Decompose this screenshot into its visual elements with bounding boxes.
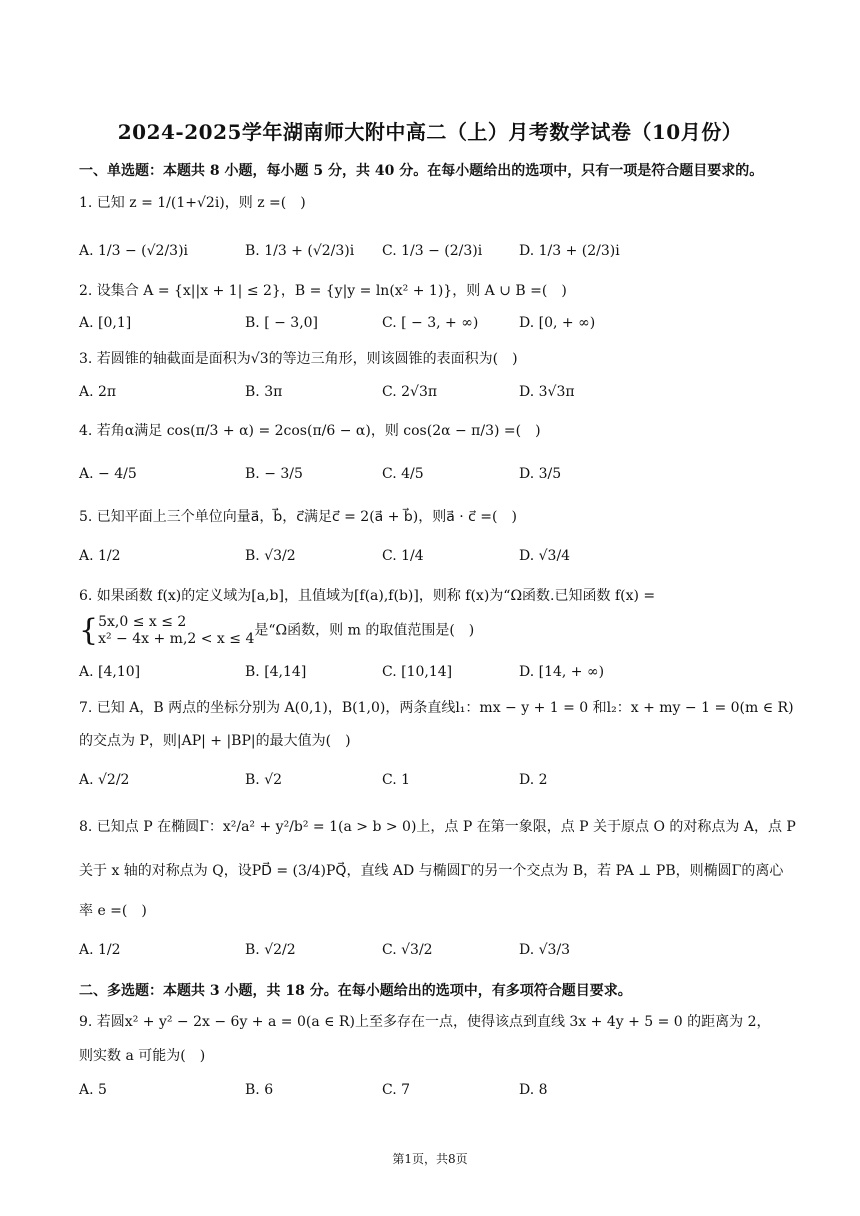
option-a: A. − 4/5 <box>79 466 137 482</box>
option-c: C. 1/4 <box>382 548 424 564</box>
option-c: C. √3/2 <box>382 942 433 958</box>
option-d: D. 3/5 <box>519 466 562 482</box>
piecewise-cases <box>98 614 254 648</box>
option-a: A. [0,1] <box>79 315 132 331</box>
option-a: A. √2/2 <box>79 772 130 788</box>
page-footer: 第1页，共8页 <box>392 1152 468 1166</box>
section-heading-multiple-choice: 二、多选题：本题共 3 小题，共 18 分。在每小题给出的选项中，有多项符合题目要求。 <box>79 983 632 999</box>
option-c: C. 1 <box>382 772 411 788</box>
option-d: D. 1/3 + (2/3)i <box>519 243 620 259</box>
page-title: 2024-2025学年湖南师大附中高二（上）月考数学试卷（10月份） <box>117 120 743 144</box>
option-d: D. [14, + ∞) <box>519 664 605 680</box>
option-a: A. 1/3 − (√2/3)i <box>79 243 189 259</box>
option-d: D. [0, + ∞) <box>519 315 596 331</box>
option-c: C. 4/5 <box>382 466 424 482</box>
question-1-options <box>79 243 779 267</box>
piece-2: x² − 4x + m,2 < x ≤ 4 <box>98 631 255 647</box>
question-9-options <box>79 1082 779 1106</box>
question-3-options <box>79 384 779 408</box>
option-a: A. 5 <box>79 1082 107 1098</box>
question-2-stem: 2. 设集合 A = {x||x + 1| ≤ 2}，B = {y|y = ln(x² + 1)}，则 A ∪ B =( ) <box>79 283 567 299</box>
question-9-stem-cont: 则实数 a 可能为( ) <box>79 1048 206 1064</box>
option-b: B. [ − 3,0] <box>245 315 319 331</box>
option-d: D. 2 <box>519 772 548 788</box>
option-b: B. 1/3 + (√2/3)i <box>245 243 355 259</box>
option-c: C. [ − 3, + ∞) <box>382 315 479 331</box>
option-a: A. 1/2 <box>79 942 121 958</box>
option-d: D. √3/4 <box>519 548 571 564</box>
question-8-stem: 8. 已知点 P 在椭圆Γ：x²/a² + y²/b² = 1(a > b > 0)上，点 P 在第一象限，点 P 关于原点 O 的对称点为 A，点 P <box>79 819 796 835</box>
question-7-stem-cont: 的交点为 P，则|AP| + |BP|的最大值为( ) <box>79 733 351 749</box>
option-d: D. 8 <box>519 1082 548 1098</box>
question-6-stem-cont: 是“Ω函数，则 m 的取值范围是( ) <box>254 622 475 639</box>
question-6-piecewise <box>79 614 779 648</box>
question-8-stem-cont2: 率 e =( ) <box>79 903 147 919</box>
question-6-stem: 6. 如果函数 f(x)的定义域为[a,b]，且值域为[f(a),f(b)]，则称 f(x)为“Ω函数.已知函数 f(x) = <box>79 588 656 604</box>
option-a: A. [4,10] <box>79 664 141 680</box>
question-9-stem: 9. 若圆x² + y² − 2x − 6y + a = 0(a ∈ R)上至多存在一点，使得该点到直线 3x + 4y + 5 = 0 的距离为 2， <box>79 1014 771 1030</box>
option-b: B. √3/2 <box>245 548 296 564</box>
option-b: B. 3π <box>245 384 283 400</box>
option-c: C. [10,14] <box>382 664 453 680</box>
question-7-stem: 7. 已知 A，B 两点的坐标分别为 A(0,1)，B(1,0)，两条直线l₁：mx − y + 1 = 0 和l₂：x + my − 1 = 0(m ∈ R) <box>79 700 794 716</box>
piecewise-brace: { <box>79 613 99 648</box>
option-b: B. − 3/5 <box>245 466 303 482</box>
question-8-options <box>79 942 779 966</box>
option-b: B. √2/2 <box>245 942 296 958</box>
option-b: B. 6 <box>245 1082 274 1098</box>
option-b: B. [4,14] <box>245 664 307 680</box>
question-6-options <box>79 664 779 688</box>
section-heading-single-choice: 一、单选题：本题共 8 小题，每小题 5 分，共 40 分。在每小题给出的选项中，只有一项是符合题目要求的。 <box>79 163 764 179</box>
option-d: D. √3/3 <box>519 942 571 958</box>
question-5-stem: 5. 已知平面上三个单位向量a⃗，b⃗，c⃗满足c⃗ = 2(a⃗ + b⃗)，则a⃗ · c⃗ =( ) <box>79 509 517 525</box>
option-c: C. 7 <box>382 1082 411 1098</box>
question-4-options <box>79 466 779 490</box>
option-a: A. 2π <box>79 384 117 400</box>
piece-1: 5x,0 ≤ x ≤ 2 <box>98 614 187 630</box>
question-5-options <box>79 548 779 572</box>
option-d: D. 3√3π <box>519 384 575 400</box>
option-b: B. √2 <box>245 772 283 788</box>
question-7-options <box>79 772 779 796</box>
question-8-stem-cont: 关于 x 轴的对称点为 Q，设PD⃗ = (3/4)PQ⃗，直线 AD 与椭圆Γ的另一个交点为 B，若 PA ⊥ PB，则椭圆Γ的离心 <box>79 863 784 879</box>
question-2-options <box>79 315 779 339</box>
option-a: A. 1/2 <box>79 548 121 564</box>
question-3-stem: 3. 若圆锥的轴截面是面积为√3的等边三角形，则该圆锥的表面积为( ) <box>79 351 518 367</box>
option-c: C. 2√3π <box>382 384 438 400</box>
question-4-stem: 4. 若角α满足 cos(π/3 + α) = 2cos(π/6 − α)，则 cos(2α − π/3) =( ) <box>79 423 541 439</box>
option-c: C. 1/3 − (2/3)i <box>382 243 483 259</box>
question-1-stem: 1. 已知 z = 1/(1+√2i)，则 z =( ) <box>79 195 306 211</box>
